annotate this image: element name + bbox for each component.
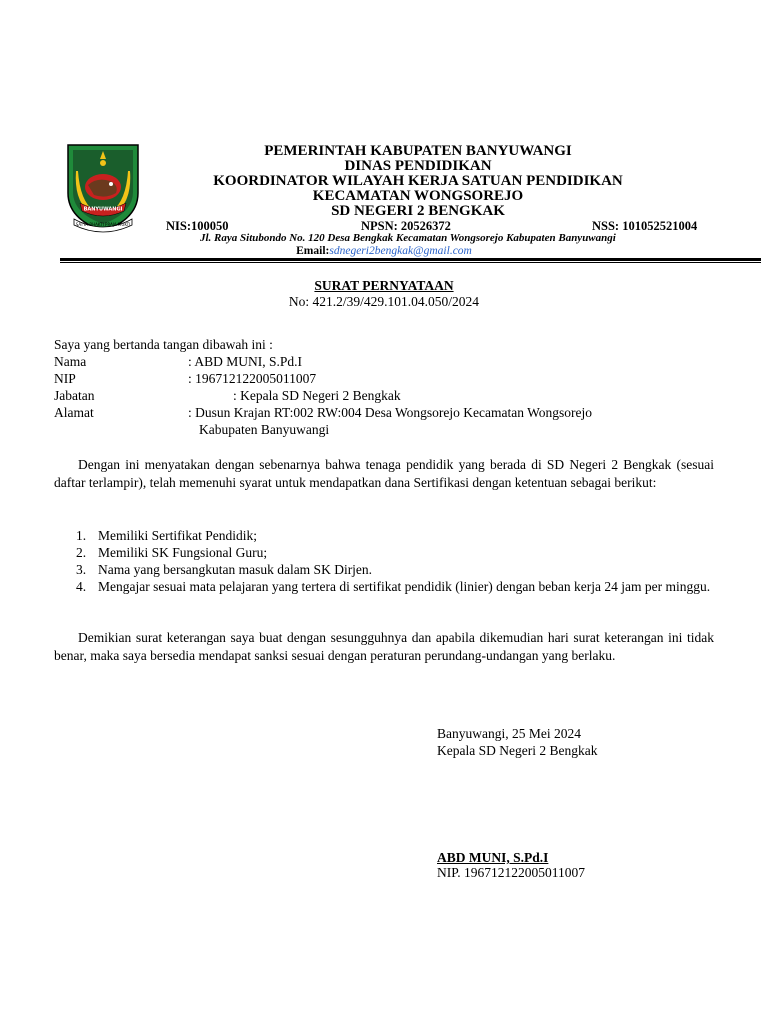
jabatan-value: : Kepala SD Negeri 2 Bengkak <box>233 388 401 403</box>
statement-paragraph-text: Dengan ini menyatakan dengan sebenarnya bahwa tenaga pendidik yang berada di SD Negeri 2 Bengkak (sesuai daftar terlampir), telah memenuhi syarat untuk mendapatkan dana Sertifikasi dengan ketentuan sebagai berikut: <box>54 457 714 490</box>
list-item-text: Memiliki Sertifikat Pendidik; <box>98 528 257 543</box>
kop-line-1: PEMERINTAH KABUPATEN BANYUWANGI <box>264 143 572 159</box>
nss-text: NSS: 101052521004 <box>592 219 698 233</box>
list-item-number: 4. <box>76 579 87 594</box>
closing-paragraph-text: Demikian surat keterangan saya buat dengan sesungguhnya dan apabila dikemudian hari surat keterangan ini tidak benar, maka saya bersedia mendapat sanksi sesuai dengan peraturan perundang-undangan yang berlaku. <box>54 630 714 663</box>
jabatan-label: Jabatan <box>54 388 95 403</box>
list-item <box>54 578 714 595</box>
email-address: sdnegeri2bengkak@gmail.com <box>329 245 472 257</box>
email-label: Email: <box>296 245 330 257</box>
list-item <box>54 527 714 544</box>
list-item <box>54 544 714 561</box>
alamat-value-line2: Kabupaten Banyuwangi <box>199 422 330 437</box>
list-item <box>54 561 714 578</box>
list-item-number: 1. <box>76 528 87 543</box>
signature-name: ABD MUNI, S.Pd.I <box>437 850 549 865</box>
list-item-text: Mengajar sesuai mata pelajaran yang tertera di sertifikat pendidik (linier) dengan beban kerja 24 jam per minggu. <box>98 579 711 594</box>
signature-place-date: Banyuwangi, 25 Mei 2024 <box>437 726 581 741</box>
kop-line-5: SD NEGERI 2 BENGKAK <box>331 203 505 219</box>
list-item-text: Nama yang bersangkutan masuk dalam SK Dirjen. <box>98 562 373 577</box>
kop-line-2: DINAS PENDIDIKAN <box>344 158 492 174</box>
logo-motto-text: SATYA BHAKTI PRAJA MUKTI <box>75 222 131 227</box>
nis-text: NIS:100050 <box>166 219 229 233</box>
intro-text: Saya yang bertanda tangan dibawah ini : <box>54 337 273 352</box>
school-address: Jl. Raya Situbondo No. 120 Desa Bengkak Kecamatan Wongsorejo Kabupaten Banyuwangi <box>200 232 616 244</box>
nama-label: Nama <box>54 354 87 369</box>
signature-position: Kepala SD Negeri 2 Bengkak <box>437 743 598 758</box>
kop-line-4: KECAMATAN WONGSOREJO <box>312 188 524 204</box>
logo-banner-text: BANYUWANGI <box>83 206 123 213</box>
npsn-text: NPSN: 20526372 <box>361 219 451 233</box>
document-number: No: 421.2/39/429.101.04.050/2024 <box>288 294 480 309</box>
email-row <box>0 245 768 258</box>
list-item-number: 3. <box>76 562 87 577</box>
letterhead-divider-thin <box>60 262 761 263</box>
signature-nip: NIP. 196712122005011007 <box>437 865 586 880</box>
kop-line-3: KOORDINATOR WILAYAH KERJA SATUAN PENDIDIKAN <box>213 173 623 189</box>
requirements-list <box>54 527 714 595</box>
list-item-number: 2. <box>76 545 87 560</box>
alamat-value-line1: : Dusun Krajan RT:002 RW:004 Desa Wongsorejo Kecamatan Wongsorejo <box>188 405 593 420</box>
nama-value: : ABD MUNI, S.Pd.I <box>188 354 303 369</box>
letterhead-divider <box>60 258 761 261</box>
closing-paragraph <box>54 629 714 665</box>
document-title: SURAT PERNYATAAN <box>314 278 454 293</box>
alamat-label: Alamat <box>54 405 94 420</box>
nip-label: NIP <box>54 371 76 386</box>
list-item-text: Memiliki SK Fungsional Guru; <box>98 545 268 560</box>
statement-paragraph <box>54 456 714 492</box>
nip-value: : 196712122005011007 <box>188 371 317 386</box>
